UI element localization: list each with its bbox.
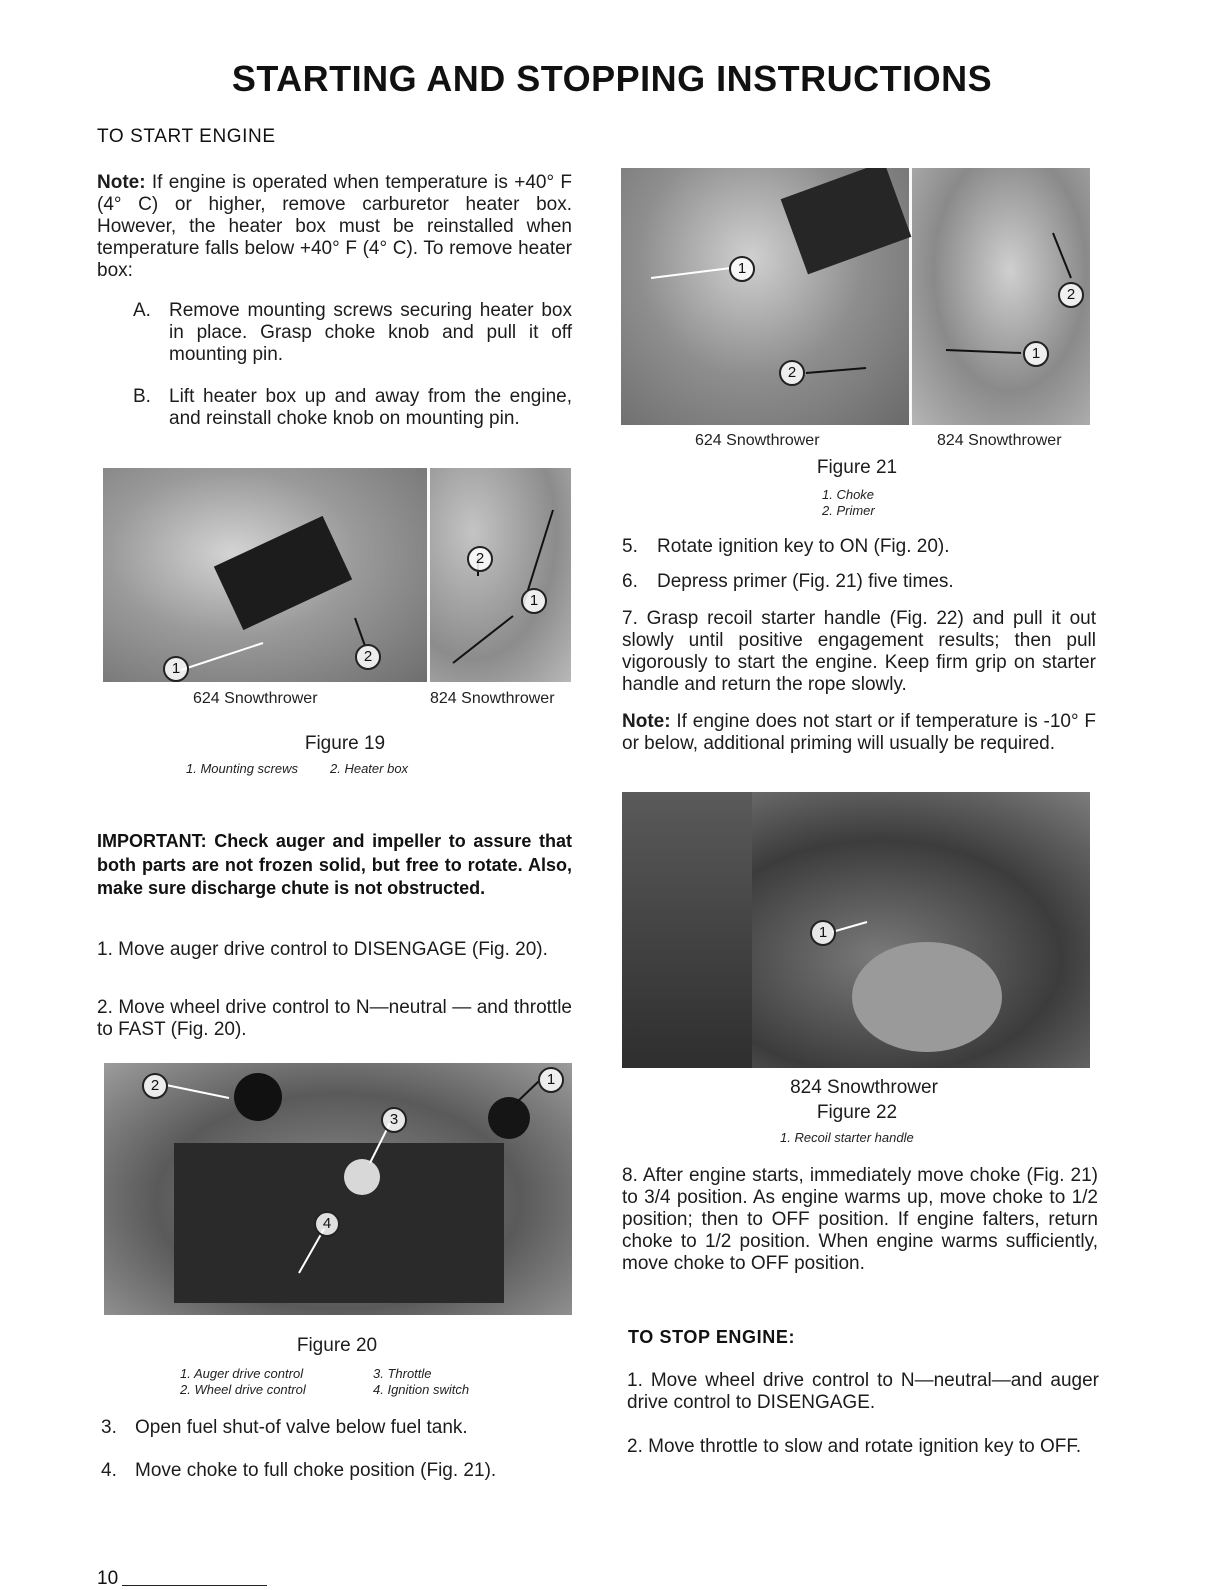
page-title: STARTING AND STOPPING INSTRUCTIONS — [231, 58, 993, 99]
figure-19-leaders — [103, 468, 571, 682]
figure-22-legend-1: 1. Recoil starter handle — [780, 1130, 914, 1145]
step-a — [133, 300, 572, 366]
figure-19-legend-2: 2. Heater box — [330, 761, 409, 776]
figure-21-legend-2: 2. Primer — [822, 503, 875, 518]
figure-20-callout-1: 1 — [538, 1067, 564, 1093]
note2-text: If engine does not start or if temperature is -10° F or below, additional priming will usually be required. — [622, 711, 1096, 754]
figure-20-title: Figure 20 — [296, 1335, 378, 1356]
figure-22-photo — [622, 792, 1090, 1068]
figure-19-callout-2: 2 — [355, 644, 381, 670]
figure-20-legend-1: 1. Auger drive control — [180, 1366, 304, 1381]
figure-19-callout-1: 1 — [163, 656, 189, 682]
figure-21-photo — [621, 168, 1090, 425]
figure-20-leaders — [104, 1063, 572, 1315]
figure-19-photo — [103, 468, 571, 682]
note2-label: Note: — [622, 711, 671, 732]
figure-20-photo — [104, 1063, 572, 1315]
figure-19-caption-624: 624 Snowthrower — [193, 690, 318, 707]
figure-20-callout-4: 4 — [314, 1211, 340, 1237]
step-b — [133, 386, 572, 430]
step-b-text: Lift heater box up and away from the engine, and reinstall choke knob on mounting pin. — [169, 386, 572, 429]
step-4-text: Move choke to full choke position (Fig. 21). — [135, 1460, 497, 1481]
stop-engine-heading: TO STOP ENGINE: — [628, 1327, 796, 1347]
figure-20-legend-3: 3. Throttle — [373, 1366, 432, 1381]
page-number: 10 — [97, 1568, 119, 1589]
figure-19-callout-2b: 2 — [467, 546, 493, 572]
figure-21-callout-1: 1 — [729, 256, 755, 282]
step-3-label: 3. — [101, 1417, 117, 1438]
step-4 — [101, 1460, 571, 1482]
step-7: 7. Grasp recoil starter handle (Fig. 22) and pull it out slowly until positive engagement results; then pull vigorously to start the engine. Keep firm grip on starter handle and return the rope slowly. — [622, 608, 1096, 695]
step-5 — [622, 536, 1096, 558]
figure-22-title: Figure 22 — [816, 1102, 898, 1123]
figure-21-caption-624: 624 Snowthrower — [695, 432, 820, 449]
heater-box-note — [97, 172, 572, 282]
figure-19-callout-1b: 1 — [521, 588, 547, 614]
figure-20-callout-2: 2 — [142, 1073, 168, 1099]
figure-21-leaders — [621, 168, 1090, 425]
note-text: If engine is operated when temperature is +40° F (4° C) or higher, remove carburetor heater box. However, the heater box must be reinstalled when temperature falls below +40° F (4° C). To remove heater box: — [97, 172, 572, 281]
figure-21-legend-1: 1. Choke — [822, 487, 875, 502]
step-3 — [101, 1417, 571, 1439]
step-a-text: Remove mounting screws securing heater box in place. Grasp choke knob and pull it off mounting pin. — [169, 300, 572, 365]
figure-21-callout-1b: 1 — [1023, 341, 1049, 367]
page-number-rule — [122, 1585, 267, 1586]
stop-step-1: 1. Move wheel drive control to N—neutral—and auger drive control to DISENGAGE. — [627, 1370, 1099, 1413]
step-5-text: Rotate ignition key to ON (Fig. 20). — [657, 536, 950, 557]
figure-21-caption-824: 824 Snowthrower — [937, 432, 1062, 449]
step-a-label: A. — [133, 300, 151, 321]
priming-note — [622, 711, 1096, 755]
step-3-text: Open fuel shut-of valve below fuel tank. — [135, 1417, 468, 1438]
figure-21-title: Figure 21 — [816, 457, 898, 478]
figure-20-legend-2: 2. Wheel drive control — [180, 1382, 306, 1397]
step-4-label: 4. — [101, 1460, 117, 1481]
step-b-label: B. — [133, 386, 151, 407]
stop-step-2: 2. Move throttle to slow and rotate ignition key to OFF. — [627, 1436, 1082, 1457]
figure-20-legend-4: 4. Ignition switch — [373, 1382, 470, 1397]
step-8: 8. After engine starts, immediately move choke (Fig. 21) to 3/4 position. As engine warms up, move choke to 1/2 position; then to OFF position. If engine falters, return choke to 1/2 position. When engine warms sufficiently, move choke to OFF position. — [622, 1165, 1098, 1274]
step-6 — [622, 571, 1096, 593]
figure-20-callout-3: 3 — [381, 1107, 407, 1133]
figure-21-callout-2: 2 — [779, 360, 805, 386]
note-label: Note: — [97, 172, 146, 193]
figure-22-callout-1: 1 — [810, 920, 836, 946]
step-6-label: 6. — [622, 571, 638, 592]
important-warning: IMPORTANT: Check auger and impeller to assure that both parts are not frozen solid, but free to rotate. Also, make sure discharge chute is not obstructed. — [97, 831, 572, 898]
step-6-text: Depress primer (Fig. 21) five times. — [657, 571, 954, 592]
start-engine-heading: TO START ENGINE — [97, 126, 276, 147]
step-5-label: 5. — [622, 536, 638, 557]
figure-19-caption-824: 824 Snowthrower — [430, 690, 555, 707]
figure-19-title: Figure 19 — [304, 733, 386, 754]
figure-22-caption: 824 Snowthrower — [790, 1077, 938, 1098]
step-2: 2. Move wheel drive control to N—neutral — and throttle to FAST (Fig. 20). — [97, 997, 572, 1040]
step-1: 1. Move auger drive control to DISENGAGE (Fig. 20). — [97, 939, 548, 960]
figure-19-legend-1: 1. Mounting screws — [186, 761, 298, 776]
figure-22-leaders — [622, 792, 1090, 1068]
figure-21-callout-2b: 2 — [1058, 282, 1084, 308]
